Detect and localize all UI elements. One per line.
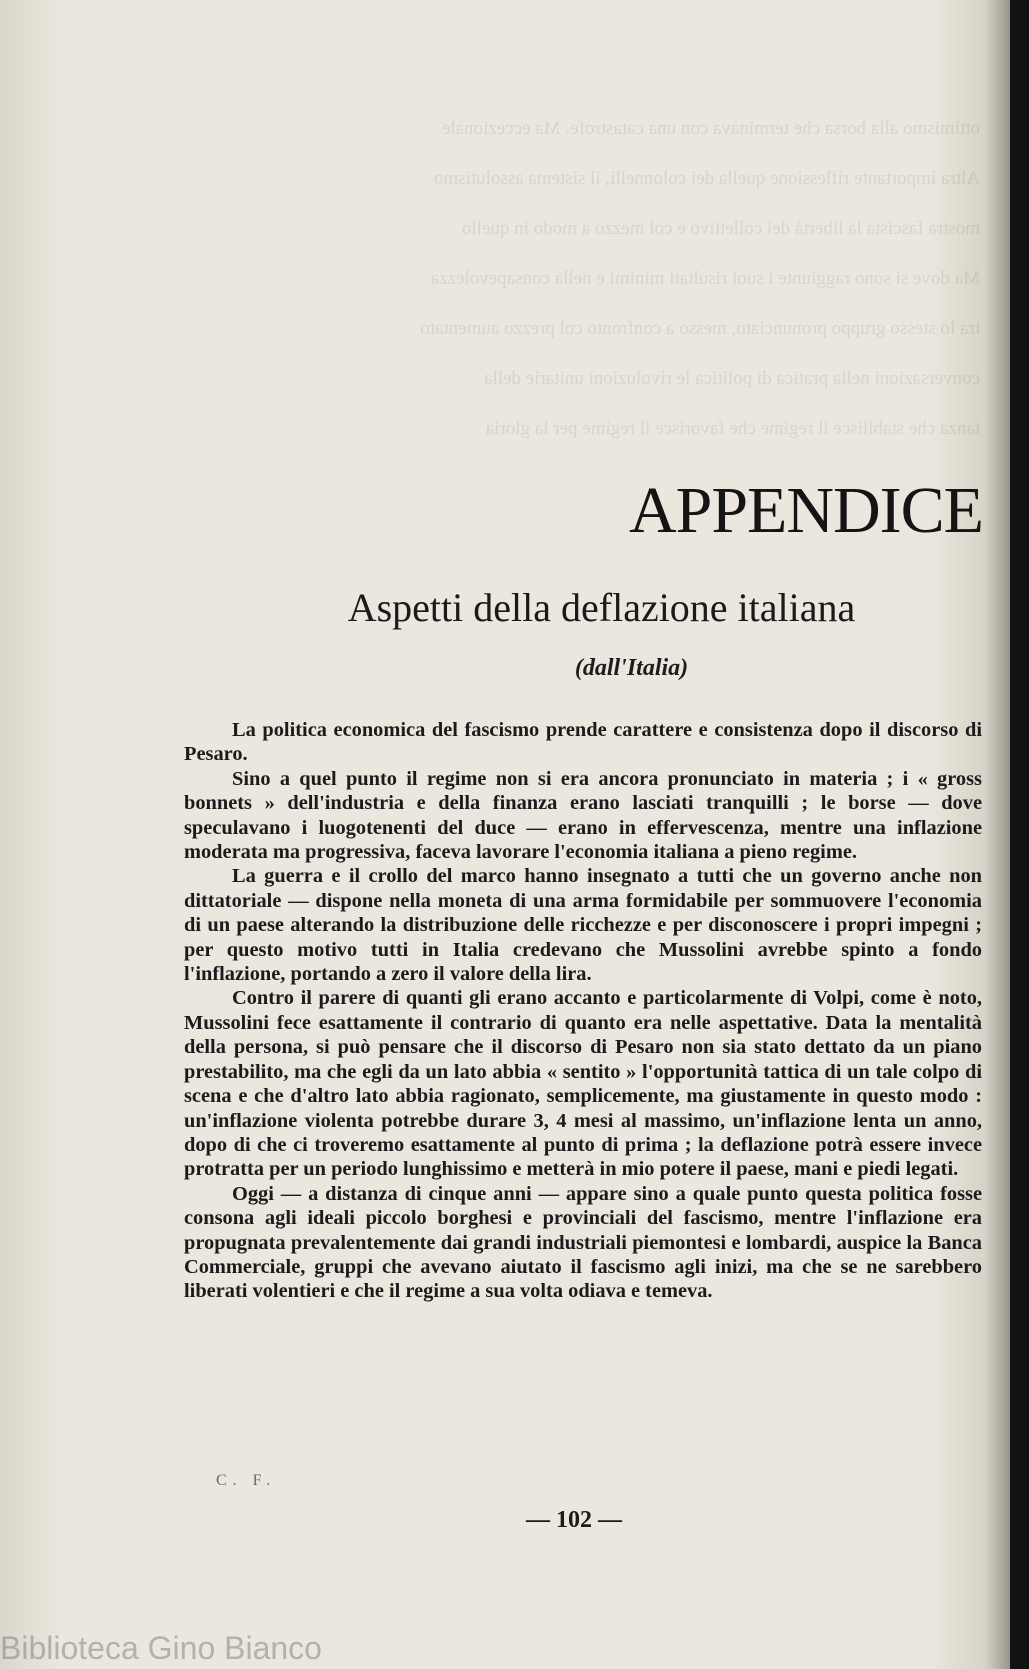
- show-through-text: conversazioni nella pratica di politica le rivoluzioni unitarie della: [484, 368, 980, 389]
- show-through-text: ottimismo alla borsa che terminava con una catastrofe. Ma eccezionale: [441, 118, 980, 139]
- paragraph: La politica economica del fascismo prende carattere e consistenza dopo il discorso di Pesaro.: [184, 719, 982, 766]
- show-through-text: Altra importante riflessione quella dei colonnelli, il sistema assolutismo: [433, 168, 980, 189]
- paragraph: Sino a quel punto il regime non si era ancora pronunciato in materia ; i « gross bonnets » dell'industria e della finanza erano lasciati tranquilli ; le borse — dove speculavano i luogotenenti del duce — erano in effervescenza, mentre una inflazione moderata ma progressiva, faceva lavorare l'economia italiana a pieno regime.: [184, 767, 982, 864]
- show-through-text: tanza che stabilisce il regime che favorisce il regime per la gloria: [485, 418, 980, 439]
- paragraph: La guerra e il crollo del marco hanno insegnato a tutti che un governo anche non dittatoriale — dispone nella moneta di una arma formidabile per sommuovere l'economia di un paese alterando la distribuzione delle ricchezze e per disconoscere i propri impegni ; per questo motivo tutti in Italia credevano che Mussolini avrebbe spinto a fondo l'inflazione, portando a zero il valore della lira.: [184, 865, 982, 986]
- paragraph: Contro il parere di quanti gli erano accanto e particolarmente di Volpi, come è noto, Mussolini fece esattamente il contrario di quanto era nelle aspettative. Data la mentalità della persona, si può pensare che il discorso di Pesaro non sia stato dettato da un piano prestabilito, ma che egli da un lato abbia « sentito » l'opportunità tattica di un tale colpo di scena e che d'altro lato abbia ragionato, semplicemente, ma giustamente in questo modo : un'inflazione violenta potrebbe durare 3, 4 mesi al massimo, un'inflazione lenta un anno, dopo di che ci troveremo esattamente al punto di prima ; la deflazione potrà essere invece protratta per un periodo lunghissimo e metterà in mio potere il paese, mani e piedi legati.: [184, 987, 982, 1181]
- page-number: — 102 —: [526, 1507, 622, 1533]
- article-source: [180, 655, 983, 682]
- paragraph: Oggi — a distanza di cinque anni — appare sino a quale punto questa politica fosse consona agli ideali piccolo borghesi e provinciali del fascismo, mentre l'inflazione era propugnata prevalentemente dai grandi industriali piemontesi e lombardi, auspice la Banca Commerciale, gruppi che avevano aiutato il fascismo agli inizi, ma che se ne sarebbero liberati volentieri e che il regime a sua volta odiava e temeva.: [184, 1182, 982, 1303]
- article-body: [184, 718, 982, 1304]
- binding-shadow: [985, 0, 1029, 1669]
- source-close-paren: ): [680, 655, 689, 681]
- section-heading: APPENDICE: [628, 474, 983, 547]
- signature: C. F.: [216, 1472, 277, 1489]
- show-through-text: mostra fascista la libertà del collettivo e col mezzo a modo in quello: [461, 218, 980, 239]
- show-through-text: tra lo stesso gruppo pronunciato, messo a confronto col prezzo aumentato: [420, 318, 980, 339]
- library-watermark: Biblioteca Gino Bianco: [0, 1630, 322, 1666]
- source-name: dall'Italia: [582, 655, 681, 681]
- article-title: Aspetti della deflazione italiana: [347, 585, 856, 630]
- source-open-paren: (: [574, 655, 583, 681]
- show-through-text: Ma dove si sono raggiunte i suoi risultati minimi e nella consapevolezza: [430, 268, 980, 289]
